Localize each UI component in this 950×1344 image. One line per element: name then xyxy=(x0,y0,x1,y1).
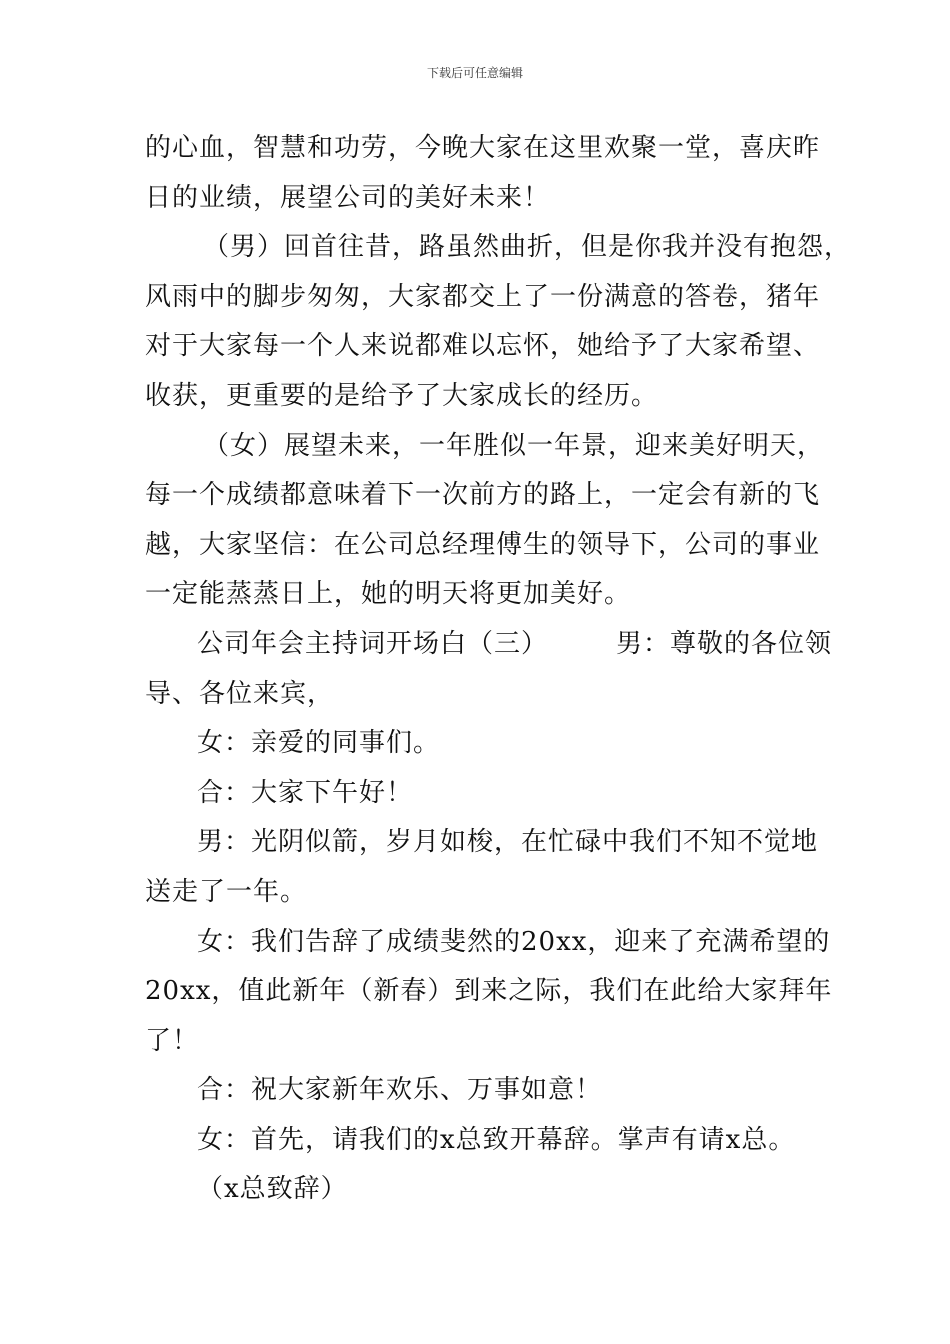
page-header: 下载后可任意编辑 xyxy=(426,66,523,80)
paragraph-continuation xyxy=(145,273,845,323)
paragraph-continuation xyxy=(145,1017,845,1067)
text-line: 合：大家下午好！ xyxy=(197,777,414,808)
paragraph-female-host xyxy=(145,422,845,472)
dialogue-line xyxy=(145,1066,845,1116)
dialogue-line xyxy=(145,1116,845,1166)
paragraph-continuation xyxy=(145,967,845,1017)
text-line: 女：首先，请我们的x总致开幕辞。掌声有请x总。 xyxy=(197,1124,796,1155)
text-line: 20xx，值此新年（新春）到来之际，我们在此给大家拜年 xyxy=(145,976,833,1007)
text-line: 了！ xyxy=(145,1025,200,1056)
text-line: 风雨中的脚步匆匆，大家都交上了一份满意的答卷，猪年 xyxy=(145,281,821,312)
text-line: 一定能蒸蒸日上，她的明天将更加美好。 xyxy=(145,579,632,610)
text-line: 男：光阴似箭，岁月如梭，在忙碌中我们不知不觉地 xyxy=(197,827,819,858)
paragraph-male-host xyxy=(145,223,852,273)
paragraph-continuation xyxy=(145,521,845,571)
paragraph-continuation xyxy=(145,471,845,521)
text-line: 越，大家坚信：在公司总经理傅生的领导下，公司的事业 xyxy=(145,529,821,560)
text-line: 女：亲爱的同事们。 xyxy=(197,728,441,759)
document-body xyxy=(145,124,852,1215)
text-line: 的心血，智慧和功劳，今晚大家在这里欢聚一堂，喜庆昨 xyxy=(145,133,821,163)
stage-direction xyxy=(145,1165,845,1215)
paragraph-continuation xyxy=(145,174,845,224)
text-line: （女）展望未来，一年胜似一年景，迎来美好明天， xyxy=(203,430,825,461)
text-line: 送走了一年。 xyxy=(145,876,308,907)
section-title-line xyxy=(145,620,845,670)
text-line: 女：我们告辞了成绩斐然的20xx，迎来了充满希望的 xyxy=(197,926,831,957)
text-line: 每一个成绩都意味着下一次前方的路上，一定会有新的飞 xyxy=(145,480,821,511)
paragraph-continuation xyxy=(145,868,845,918)
text-line: 合：祝大家新年欢乐、万事如意！ xyxy=(197,1075,603,1106)
dialogue-line xyxy=(145,719,845,769)
text-line: 收获，更重要的是给予了大家成长的经历。 xyxy=(145,380,659,411)
text-line: 导、各位来宾， xyxy=(145,678,335,709)
paragraph-continuation xyxy=(145,322,845,372)
paragraph-continuation xyxy=(145,570,845,620)
text-line: 日的业绩，展望公司的美好未来！ xyxy=(145,182,551,213)
dialogue-line xyxy=(145,769,845,819)
text-line: 男：尊敬的各位领 xyxy=(616,628,833,659)
paragraph-continuation xyxy=(145,670,845,720)
section-title: 公司年会主持词开场白（三） xyxy=(197,628,549,659)
dialogue-line xyxy=(145,818,845,868)
dialogue-line xyxy=(145,918,845,968)
text-line: （男）回首往昔，路虽然曲折，但是你我并没有抱怨， xyxy=(203,232,852,263)
paragraph-continuation xyxy=(145,372,845,422)
text-line: （x总致辞） xyxy=(197,1174,348,1205)
paragraph xyxy=(145,124,845,174)
text-line: 对于大家每一个人来说都难以忘怀，她给予了大家希望、 xyxy=(145,331,821,362)
